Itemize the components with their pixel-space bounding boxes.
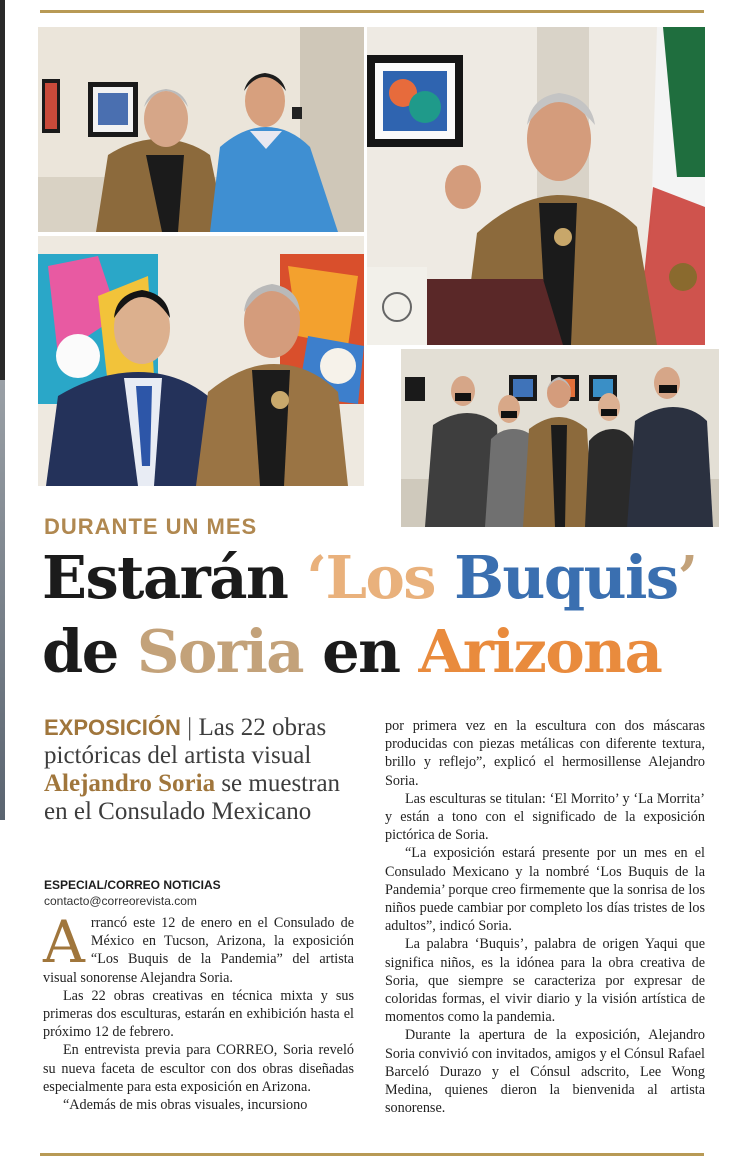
paragraph-5: por primera vez en la escultura con dos máscaras producidas con piezas metálicas con diferente textura, brillo y reflejo”, explicó el hermosillense Alejandro Soria. <box>385 718 705 789</box>
headline-line-1 <box>42 543 697 612</box>
headline-line-2 <box>42 617 662 686</box>
paragraph-3: En entrevista previa para CORREO, Soria reveló su nueva faceta de escultor con dos obras diseñadas especialmente para esta exposición en Arizona. <box>43 1042 354 1095</box>
paragraph-8: La palabra ‘Buquis’, palabra de origen Yaqui que significa niños, es la idónea para la obra creativa de Soria, que siempre se caracteriza por expresar de coloridas formas, el vivir diario y la visión artística de momentos como la pandemia. <box>385 936 705 1026</box>
headline-word-buquis: Buquis <box>454 543 678 612</box>
subhead-text-1: Las 22 obras pictóricas del artista visual <box>44 714 327 769</box>
photo-artist-with-consul <box>38 236 364 486</box>
headline-word-soria: Soria <box>136 617 304 686</box>
photo-artist-speaking-illustration <box>367 27 705 345</box>
subhead-artist-name: Alejandro Soria <box>44 770 216 797</box>
kicker: DURANTE UN MES <box>44 514 258 539</box>
subheadline <box>44 714 364 826</box>
photo-artist-with-consul-illustration <box>38 236 364 486</box>
top-rule <box>40 10 704 13</box>
paragraph-1-text: rrancó este 12 de enero en el Consulado de México en Tucson, Arizona, la exposición “Los Buquis de la Pandemia” del artista visual sonorense Alejandra Soria. <box>43 915 354 986</box>
photo-group-at-opening-illustration <box>401 349 719 527</box>
headline-quote-close: ’ <box>677 543 697 612</box>
headline-word-estaran: Estarán <box>42 543 307 612</box>
article-column-right <box>385 717 705 1117</box>
subhead-text-2: se muestran en el Consulado Mexicano <box>44 770 341 825</box>
paragraph-9: Durante la apertura de la exposición, Alejandro Soria convivió con invitados, amigos y el Cónsul Rafael Barceló Durazo y el Cónsul adscrito, Lee Wong Medina, quienes dieron la bienvenida al artista sonorense. <box>385 1027 705 1117</box>
page-edge <box>0 0 5 1160</box>
photo-artist-with-guest-illustration <box>38 27 364 232</box>
byline-author: ESPECIAL/CORREO NOTICIAS <box>44 878 221 892</box>
subhead-separator: | <box>180 714 199 741</box>
headline-word-de: de <box>42 617 137 686</box>
photo-group-at-opening <box>399 347 721 529</box>
article-column-left <box>43 908 354 1114</box>
photo-artist-speaking <box>367 27 705 345</box>
headline-word-en: en <box>303 617 419 686</box>
paragraph-7: “La exposición estará presente por un mes en el Consulado Mexicano y la nombré ‘Los Buquis de la Pandemia’ porque creo firmemente que la sonrisa de los niños puede cambiar por completo los días tristes de los adultos”, indicó Soria. <box>385 845 705 935</box>
paragraph-1 <box>43 908 354 987</box>
paragraph-6: Las esculturas se titulan: ‘El Morrito’ y ‘La Morrita’ y están a tono con el significado de la exposición pictórica de Soria. <box>385 790 705 844</box>
section-label: EXPOSICIÓN <box>44 715 181 740</box>
photo-artist-with-guest <box>38 27 364 232</box>
byline-email[interactable]: contacto@correorevista.com <box>44 894 197 908</box>
headline-word-los: ‘Los <box>306 543 455 612</box>
bottom-rule <box>40 1153 704 1156</box>
paragraph-4: “Además de mis obras visuales, incursiono <box>63 1097 308 1114</box>
paragraph-2: Las 22 obras creativas en técnica mixta y sus primeras dos esculturas, estarán en exhibición hasta el próximo 12 de febrero. <box>43 987 354 1041</box>
headline-word-arizona: Arizona <box>418 617 662 686</box>
drop-cap: A <box>43 908 85 976</box>
